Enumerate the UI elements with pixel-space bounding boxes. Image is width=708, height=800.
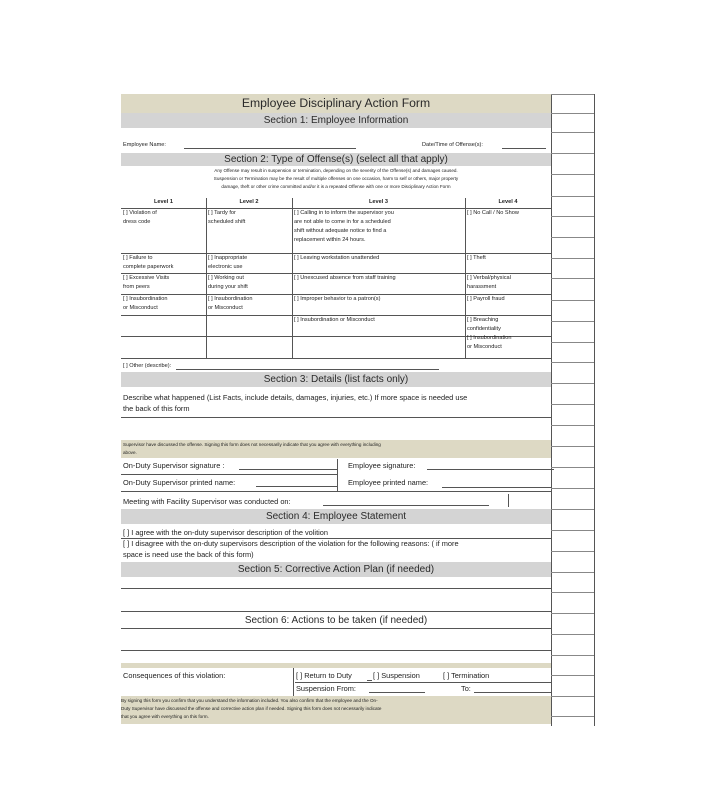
section6-title: Section 6: Actions to be taken (if needed) xyxy=(244,615,428,626)
grid-line xyxy=(551,613,594,614)
offense-option[interactable]: [ ] Unexcused absence from staff training xyxy=(294,275,396,281)
table-line xyxy=(206,198,207,358)
grid-line xyxy=(551,342,594,343)
employee-name-field[interactable] xyxy=(184,148,356,149)
offense-option: electronic use xyxy=(208,264,243,270)
offense-note-3: damage, theft or other crime committed and/or it is a repeated Offense with one or more Disciplinary Action Form xyxy=(221,184,451,189)
grid-line xyxy=(551,655,594,656)
grid-line xyxy=(551,509,594,510)
details-instruction-1: Describe what happened (List Facts, include details, damages, injuries, etc.) If more space is needed use xyxy=(123,393,468,402)
actions-line[interactable] xyxy=(121,650,551,651)
table-line xyxy=(295,682,551,683)
actions-line[interactable] xyxy=(121,628,551,629)
grid-line xyxy=(551,321,594,322)
grid-line xyxy=(551,94,552,726)
details-line[interactable] xyxy=(121,417,551,418)
onduty-signature-field[interactable] xyxy=(239,469,337,470)
grid-line xyxy=(551,592,594,593)
meeting-label: Meeting with Facility Supervisor was conducted on: xyxy=(123,497,291,506)
table-line xyxy=(292,198,293,358)
suspension-from-label: Suspension From: xyxy=(296,684,356,693)
offense-option[interactable]: [ ] Tardy for xyxy=(208,210,236,216)
meeting-date-field[interactable] xyxy=(323,505,489,506)
offense-option[interactable]: [ ] Insubordination xyxy=(208,296,253,302)
employee-signature-label: Employee signature: xyxy=(348,461,416,470)
grid-line xyxy=(551,94,594,95)
table-line xyxy=(121,474,337,475)
offense-option: or Misconduct xyxy=(467,344,502,350)
employee-printed-label: Employee printed name: xyxy=(348,478,429,487)
table-line xyxy=(465,198,466,358)
grid-line xyxy=(551,696,594,697)
consequences-label: Consequences of this violation: xyxy=(123,671,226,680)
offense-option[interactable]: [ ] Theft xyxy=(467,255,486,261)
grid-line xyxy=(551,362,594,363)
offense-option: shift without adequate notice to find a xyxy=(294,228,387,234)
disagree-checkbox[interactable]: [ ] I disagree with the on-duty supervisors description of the violation for the following reasons: ( if more xyxy=(123,539,459,548)
level-3-header: Level 3 xyxy=(369,199,388,205)
offense-option[interactable]: [ ] Working out xyxy=(208,275,244,281)
offense-option[interactable]: [ ] Insubordination xyxy=(123,296,168,302)
section4-title: Section 4: Employee Statement xyxy=(121,509,551,524)
section5-title: Section 5: Corrective Action Plan (if needed) xyxy=(121,562,551,577)
table-line xyxy=(121,538,551,539)
offense-option[interactable]: [ ] Breaching xyxy=(467,317,499,323)
other-describe-checkbox[interactable]: [ ] Other (describe): xyxy=(123,363,172,369)
grid-line xyxy=(551,174,594,175)
employee-name-label: Employee Name: xyxy=(123,142,166,148)
disagree-text-2: space is need use the back of this form) xyxy=(123,550,254,559)
grid-line xyxy=(551,572,594,573)
offense-option: scheduled shift xyxy=(208,219,246,225)
return-to-duty-checkbox[interactable]: [ ] Return to Duty xyxy=(296,671,352,680)
level-4-header: Level 4 xyxy=(498,199,518,205)
suspension-to-label: To: xyxy=(461,684,471,693)
level-2-header: Level 2 xyxy=(239,199,259,205)
suspension-checkbox[interactable]: [ ] Suspension xyxy=(373,671,420,680)
section2-title: Section 2: Type of Offense(s) (select all that apply) xyxy=(121,153,551,166)
onduty-printed-field[interactable] xyxy=(256,486,337,487)
offense-option: confidentiality xyxy=(467,326,501,332)
table-line xyxy=(337,459,338,491)
offense-option[interactable]: [ ] Calling in to inform the supervisor you xyxy=(294,210,394,216)
divider-band xyxy=(121,663,551,668)
offense-option[interactable]: [ ] Verbal/physical xyxy=(467,275,511,281)
grid-line xyxy=(551,300,594,301)
grid-line xyxy=(551,551,594,552)
plan-line[interactable] xyxy=(121,611,551,612)
offense-option: or Misconduct xyxy=(123,305,158,311)
level-1-header: Level 1 xyxy=(154,199,173,205)
offense-option[interactable]: [ ] Payroll fraud xyxy=(467,296,505,302)
onduty-signature-label: On-Duty Supervisor signature : xyxy=(123,461,225,470)
offense-option: or Misconduct xyxy=(208,305,243,311)
supervisor-note-1: Supervisor have discussed the offense. Signing this form does not necessarily indicate that you agree with everything including xyxy=(123,442,381,447)
offense-option[interactable]: [ ] Insubordination or Misconduct xyxy=(294,317,375,323)
section1-title: Section 1: Employee Information xyxy=(121,113,551,128)
plan-line[interactable] xyxy=(121,588,551,589)
grid-line xyxy=(594,94,595,726)
offense-option: dress code xyxy=(123,219,151,225)
form-title: Employee Disciplinary Action Form xyxy=(121,94,551,113)
date-field[interactable] xyxy=(502,148,546,149)
date-label: Date/Time of Offense(s): xyxy=(422,142,483,148)
suspension-from-field[interactable] xyxy=(369,692,425,693)
supervisor-note-2: above. xyxy=(123,450,137,455)
grid-line xyxy=(551,404,594,405)
grid-line xyxy=(551,488,594,489)
offense-option[interactable]: [ ] Leaving workstation unattended xyxy=(294,255,380,261)
offense-option[interactable]: [ ] Excessive Visits xyxy=(123,275,170,281)
grid-line xyxy=(551,113,594,114)
offense-option: are not able to come in for a scheduled xyxy=(294,219,391,225)
employee-printed-field[interactable] xyxy=(442,487,551,488)
offense-note-2: Suspension or Termination may be the result of multiple offenses on one occasion, harm to self or others, major property xyxy=(213,176,459,181)
offense-option[interactable]: [ ] Failure to xyxy=(123,255,153,261)
grid-line xyxy=(551,132,594,133)
grid-line xyxy=(551,237,594,238)
footer-line-3: that you agree with everything on this form. xyxy=(121,714,209,719)
employee-signature-field[interactable] xyxy=(427,469,554,470)
footer-line-2: Duty Supervisor have discussed the offense and corrective action plan if needed. Signing this form does not necessarily indicate xyxy=(121,706,382,711)
table-line xyxy=(121,491,551,492)
offense-option[interactable]: [ ] Improper behavior to a patron(s) xyxy=(294,296,381,302)
grid-line xyxy=(551,153,594,154)
grid-line xyxy=(551,278,594,279)
offense-option[interactable]: [ ] Violation of xyxy=(123,210,157,216)
table-line xyxy=(293,668,294,696)
offense-option: harassment xyxy=(467,284,497,290)
offense-option: during your shift xyxy=(208,284,248,290)
offense-option: replacement within 24 hours. xyxy=(294,237,366,243)
offense-option: complete paperwork xyxy=(123,264,174,270)
offense-option[interactable]: [ ] Inappropriate xyxy=(208,255,248,261)
offense-option: from peers xyxy=(123,284,150,290)
table-line xyxy=(367,680,372,681)
grid-line xyxy=(551,383,594,384)
grid-line xyxy=(551,467,594,468)
footer-line-1: By signing this form you confirm that you understand the information included. You also confirm that the employee and the On- xyxy=(121,698,378,703)
grid-line xyxy=(551,675,594,676)
grid-line xyxy=(551,634,594,635)
suspension-to-field[interactable] xyxy=(474,692,551,693)
offense-note-1: Any Offense may result in suspension or termination, depending on the severity of the Offense(s) and damages caused. xyxy=(214,168,458,173)
offense-option[interactable]: [ ] No Call / No Show xyxy=(467,210,519,216)
grid-line xyxy=(551,425,594,426)
agree-checkbox[interactable]: [ ] I agree with the on-duty supervisor description of the volition xyxy=(123,528,328,537)
section3-title: Section 3: Details (list facts only) xyxy=(121,372,551,387)
grid-line xyxy=(551,530,594,531)
grid-line xyxy=(551,446,594,447)
offense-option[interactable]: [ ] Insubordination xyxy=(467,335,512,341)
other-describe-field[interactable] xyxy=(176,369,439,370)
termination-checkbox[interactable]: [ ] Termination xyxy=(443,671,490,680)
table-line xyxy=(508,494,509,507)
grid-line xyxy=(551,258,594,259)
grid-line xyxy=(551,716,594,717)
details-instruction-2: the back of this form xyxy=(123,404,190,413)
onduty-printed-label: On-Duty Supervisor printed name: xyxy=(123,478,236,487)
grid-line xyxy=(551,216,594,217)
grid-line xyxy=(551,196,594,197)
table-line xyxy=(121,358,551,359)
